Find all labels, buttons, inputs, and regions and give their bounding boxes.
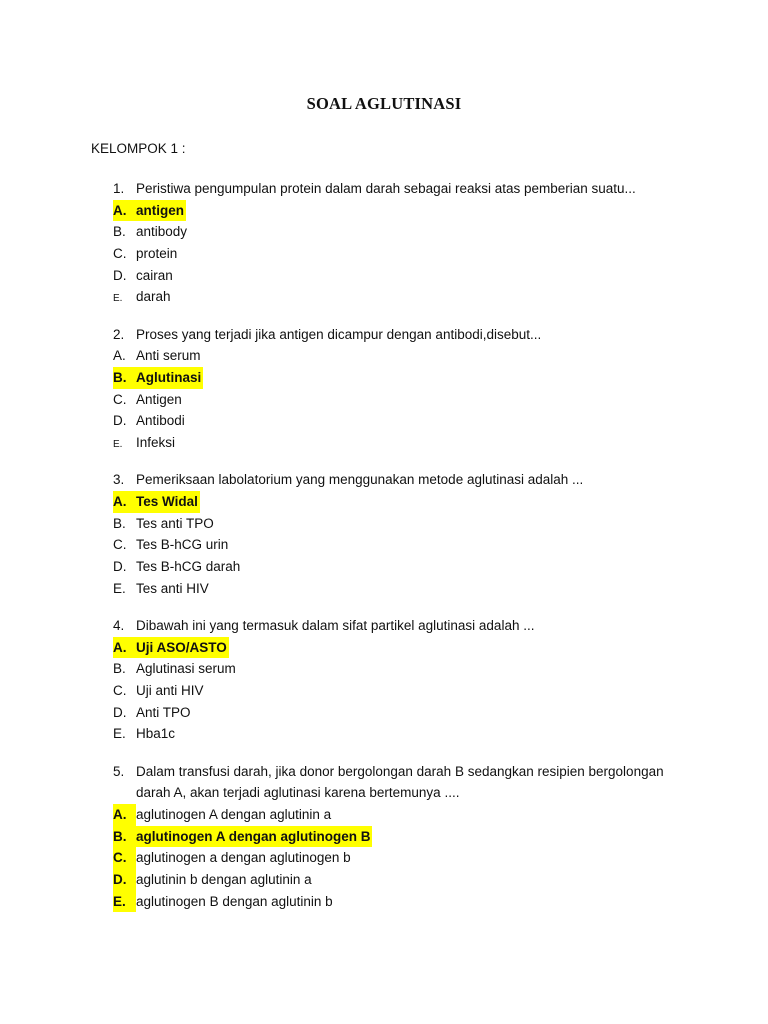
option-text: Antigen xyxy=(136,391,182,407)
option-letter: B. xyxy=(113,515,126,531)
option-text: Antibodi xyxy=(136,413,185,429)
answer-option xyxy=(113,680,713,702)
option-letter: C. xyxy=(113,682,127,698)
option-text: Tes Widal xyxy=(136,493,198,509)
question-text: Peristiwa pengumpulan protein dalam darah sebagai reaksi atas pemberian suatu... xyxy=(136,181,636,196)
answer-option xyxy=(113,891,713,913)
option-text: Tes anti TPO xyxy=(136,515,214,531)
option-letter: A. xyxy=(113,493,127,509)
question-text: Proses yang terjadi jika antigen dicampur dengan antibodi,disebut... xyxy=(136,326,542,342)
answer-option xyxy=(113,491,713,513)
option-letter: D. xyxy=(113,267,127,283)
question-4 xyxy=(113,615,713,745)
option-letter: E. xyxy=(113,726,126,742)
question-text-line xyxy=(113,324,713,346)
option-letter: A. xyxy=(113,202,127,218)
answer-option xyxy=(113,578,713,600)
option-letter: A. xyxy=(113,639,127,655)
answer-option xyxy=(113,702,713,724)
group-label: KELOMPOK 1 : xyxy=(91,141,186,156)
answer-option xyxy=(113,534,713,556)
question-number: 3. xyxy=(113,472,125,488)
option-text: protein xyxy=(136,246,178,262)
correct-answer-highlight xyxy=(113,826,372,848)
option-text: Aglutinasi serum xyxy=(136,661,236,677)
answer-option xyxy=(113,723,713,745)
question-text-line xyxy=(113,615,713,637)
correct-answer-highlight xyxy=(113,367,203,389)
option-text: aglutinogen a dengan aglutinogen b xyxy=(136,850,351,866)
option-letter: B. xyxy=(113,224,126,240)
question-number: 1. xyxy=(113,181,125,196)
correct-answer-highlight xyxy=(113,491,200,513)
option-letter: D. xyxy=(113,559,127,574)
option-letter: E. xyxy=(113,891,136,913)
option-text: cairan xyxy=(136,267,173,283)
answer-option xyxy=(113,826,713,848)
question-number: 2. xyxy=(113,326,125,342)
question-text: Pemeriksaan labolatorium yang menggunakan metode aglutinasi adalah ... xyxy=(136,472,584,488)
option-letter: E. xyxy=(113,293,123,305)
option-letter: B. xyxy=(113,370,127,385)
option-text: Anti serum xyxy=(136,348,201,364)
question-number: 4. xyxy=(113,617,125,633)
option-letter: A. xyxy=(113,804,136,826)
question-text: Dalam transfusi darah, jika donor bergolongan darah B sedangkan resipien bergolongan xyxy=(136,763,664,779)
option-text: Tes B-hCG darah xyxy=(136,559,241,574)
option-text: aglutinogen B dengan aglutinin b xyxy=(136,893,333,909)
option-letter: C. xyxy=(113,391,127,407)
question-number: 5. xyxy=(113,763,125,779)
option-text: darah xyxy=(136,289,171,305)
answer-option xyxy=(113,847,713,869)
answer-option xyxy=(113,243,713,265)
option-letter: D. xyxy=(113,704,127,720)
option-text: Tes B-hCG urin xyxy=(136,537,229,553)
answer-option xyxy=(113,286,713,308)
option-letter: C. xyxy=(113,847,136,869)
question-text-line xyxy=(113,469,713,491)
answer-option xyxy=(113,637,713,659)
option-text: antigen xyxy=(136,202,185,218)
question-2 xyxy=(113,324,713,454)
question-text-line xyxy=(113,782,713,804)
option-letter: E. xyxy=(113,580,126,596)
option-text: aglutinin b dengan aglutinin a xyxy=(136,871,312,887)
answer-option xyxy=(113,345,713,367)
option-text: Tes anti HIV xyxy=(136,580,209,596)
question-3 xyxy=(113,469,713,599)
question-text: darah A, akan terjadi aglutinasi karena bertemunya .... xyxy=(136,785,460,801)
answer-option xyxy=(113,658,713,680)
option-text: Uji anti HIV xyxy=(136,682,204,698)
answer-option xyxy=(113,367,713,389)
option-text: Hba1c xyxy=(136,726,176,742)
document-title: SOAL AGLUTINASI xyxy=(306,94,462,113)
answer-option xyxy=(113,432,713,454)
option-letter: D. xyxy=(113,413,127,429)
question-list xyxy=(113,178,713,928)
question-text-line xyxy=(113,761,713,783)
answer-option xyxy=(113,513,713,535)
option-text: Uji ASO/ASTO xyxy=(136,639,227,655)
answer-option xyxy=(113,389,713,411)
answer-option xyxy=(113,804,713,826)
answer-option xyxy=(113,221,713,243)
answer-option xyxy=(113,265,713,287)
option-letter: D. xyxy=(113,869,136,891)
question-5 xyxy=(113,761,713,913)
option-letter: C. xyxy=(113,537,127,553)
option-text: Infeksi xyxy=(136,435,176,451)
answer-option xyxy=(113,200,713,222)
answer-option xyxy=(113,869,713,891)
option-letter: B. xyxy=(113,828,127,844)
question-text-line xyxy=(113,178,713,200)
option-text: Anti TPO xyxy=(136,704,191,720)
option-letter: E. xyxy=(113,439,123,451)
question-text: Dibawah ini yang termasuk dalam sifat partikel aglutinasi adalah ... xyxy=(136,617,535,633)
option-text: aglutinogen A dengan aglutinogen B xyxy=(136,828,371,844)
option-text: antibody xyxy=(136,224,188,240)
correct-answer-highlight xyxy=(113,200,186,222)
option-letter: C. xyxy=(113,246,127,262)
option-letter: A. xyxy=(113,348,126,364)
option-text: aglutinogen A dengan aglutinin a xyxy=(136,806,332,822)
option-letter: B. xyxy=(113,661,126,677)
option-text: Aglutinasi xyxy=(136,370,202,385)
question-1 xyxy=(113,178,713,308)
correct-answer-highlight xyxy=(113,637,229,659)
answer-option xyxy=(113,556,713,578)
answer-option xyxy=(113,410,713,432)
